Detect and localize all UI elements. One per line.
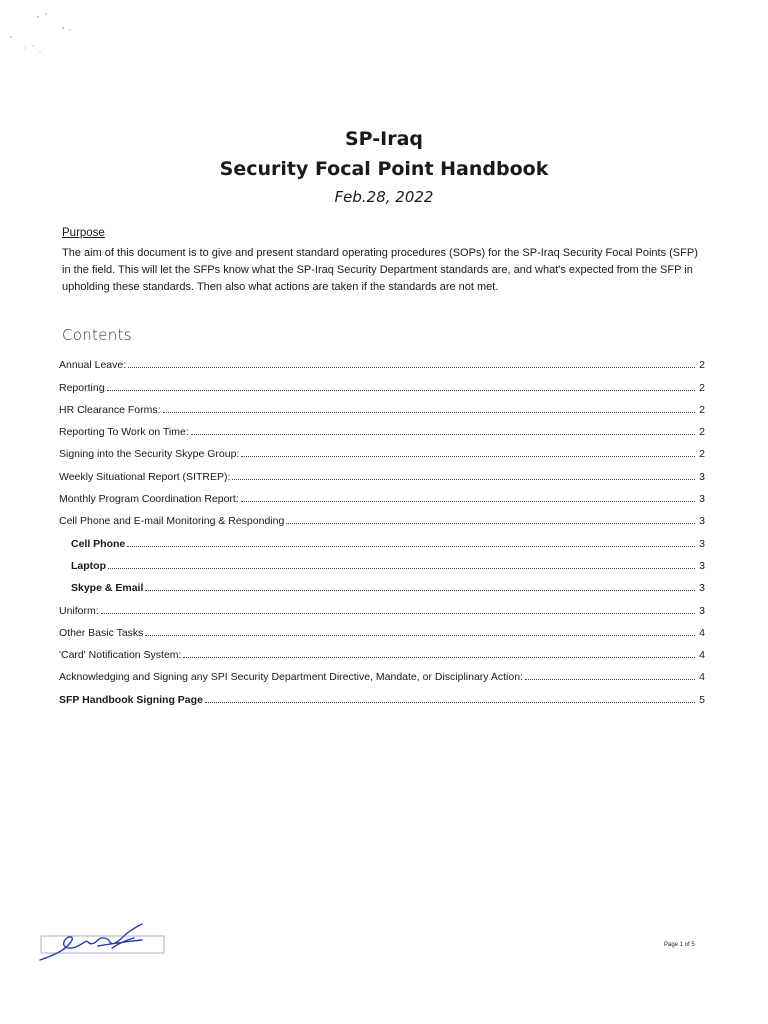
toc-entry[interactable] [59,349,705,371]
toc-entry-page: 2 [699,381,705,394]
toc-entry-page: 3 [699,493,705,506]
toc-leader-dots [145,634,695,636]
toc-leader-dots [101,612,695,614]
page-number: Page 1 of 5 [664,942,695,948]
toc-entry[interactable] [59,683,705,705]
toc-entry-label: 'Card' Notification System: [59,649,182,662]
toc-entry[interactable] [59,594,705,616]
toc-entry-label: Cell Phone and E-mail Monitoring & Responding [59,515,285,528]
document-title: Security Focal Point Handbook [219,158,549,180]
contents-heading: Contents [62,326,132,344]
toc-subentry[interactable] [59,572,705,594]
scan-specks [0,0,90,70]
toc-entry-page: 3 [699,470,705,483]
toc-entry-label: Weekly Situational Report (SITREP): [59,470,231,483]
toc-entry[interactable] [59,371,705,393]
toc-entry-label: Other Basic Tasks [59,626,144,639]
toc-entry-label: HR Clearance Forms: [59,403,161,416]
toc-leader-dots [191,433,695,435]
toc-entry-page: 3 [699,604,705,617]
toc-entry-page: 3 [699,537,705,550]
document-date: Feb.28, 2022 [334,188,434,206]
toc-leader-dots [232,478,695,480]
toc-leader-dots [286,522,695,524]
toc-entry-label: Signing into the Security Skype Group: [59,448,240,461]
toc-entry-page: 4 [699,649,705,662]
toc-leader-dots [127,545,695,547]
toc-leader-dots [241,500,695,502]
toc-entry-label: Uniform: [59,604,99,617]
toc-entry-page: 3 [699,559,705,572]
toc-entry-label: Monthly Program Coordination Report: [59,493,239,506]
toc-leader-dots [163,411,695,413]
toc-leader-dots [107,389,695,391]
toc-entry-label: Annual Leave: [59,359,127,372]
toc-entry[interactable] [59,438,705,460]
toc-entry[interactable] [59,483,705,505]
purpose-paragraph: The aim of this document is to give and present standard operating procedures (SOPs) for the SP-Iraq Security Focal Points (SFP) in the field. This will let the SFPs know what the SP-Iraq Security Department standards are, and what's expected from the SFP in upholding these standards. Then also what actions are taken if the standards are not met. [62,247,698,293]
table-of-contents [59,349,705,706]
toc-subentry[interactable] [59,550,705,572]
toc-leader-dots [525,678,695,680]
toc-entry-label: Reporting To Work on Time: [59,426,189,439]
org-title: SP-Iraq [344,128,424,150]
toc-entry-label: SFP Handbook Signing Page [59,693,203,706]
toc-entry-label: Reporting [59,381,105,394]
toc-entry-page: 5 [699,693,705,706]
toc-entry[interactable] [59,416,705,438]
toc-entry-label: Skype & Email [71,582,144,595]
toc-subentry[interactable] [59,527,705,549]
toc-entry-page: 2 [699,426,705,439]
toc-entry-page: 4 [699,626,705,639]
toc-leader-dots [128,366,695,368]
toc-leader-dots [183,656,695,658]
toc-entry-page: 4 [699,671,705,684]
toc-entry-label: Laptop [71,559,106,572]
toc-leader-dots [205,701,695,703]
toc-entry[interactable] [59,460,705,482]
toc-entry[interactable] [59,505,705,527]
toc-entry[interactable] [59,661,705,683]
toc-entry-label: Cell Phone [71,537,126,550]
toc-leader-dots [108,567,695,569]
toc-entry-page: 3 [699,582,705,595]
toc-leader-dots [145,589,695,591]
toc-entry[interactable] [59,639,705,661]
toc-entry-page: 2 [699,448,705,461]
toc-entry-page: 3 [699,515,705,528]
purpose-heading: Purpose [62,227,105,239]
toc-entry[interactable] [59,617,705,639]
toc-leader-dots [241,455,695,457]
toc-entry-page: 2 [699,403,705,416]
toc-entry-label: Acknowledging and Signing any SPI Security Department Directive, Mandate, or Disciplinary Action: [59,671,523,684]
toc-entry-page: 2 [699,359,705,372]
toc-entry[interactable] [59,394,705,416]
handwritten-signature [38,918,168,966]
